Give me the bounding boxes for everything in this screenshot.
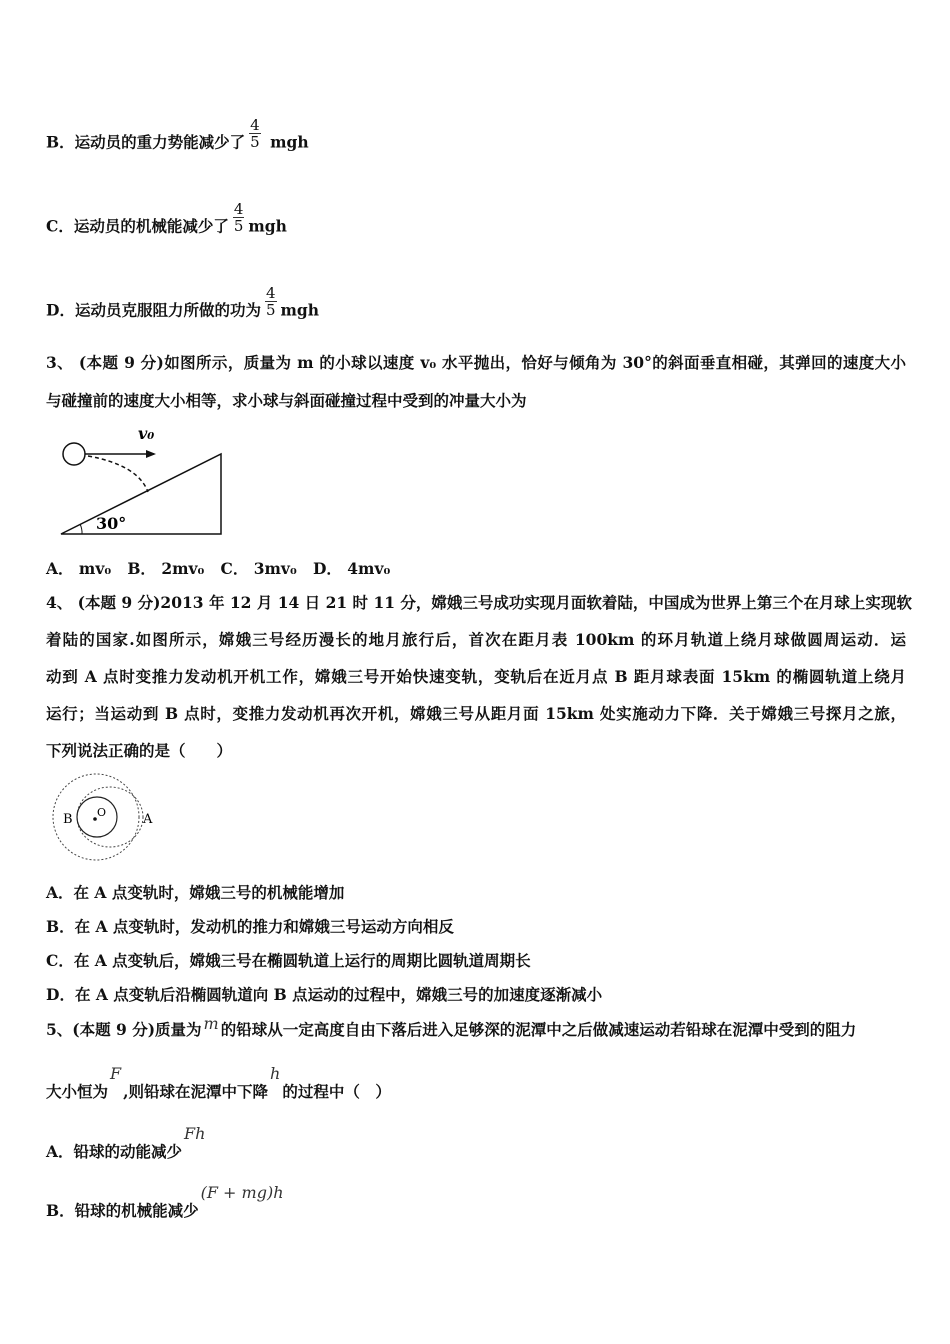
q2-option-b <box>46 116 309 160</box>
q4-line-4: 运行；当运动到 B 点时，变推力发动机再次开机，嫦娥三号从距月面 15km 处实施动力下降．关于嫦娥三号探月之旅， <box>46 704 906 723</box>
q3-line-1: 3、 (本题 9 分)如图所示，质量为 m 的小球以速度 v₀ 水平抛出，恰好与倾角为 30°的斜面垂直相碰，其弹回的速度大小 <box>46 353 906 372</box>
label-o: O <box>97 806 107 819</box>
angle-label: 30° <box>96 514 127 533</box>
ball <box>63 443 85 465</box>
q3-option-b: B． 2mv₀ <box>127 559 205 578</box>
fraction <box>249 117 261 150</box>
label-a: A <box>143 812 153 827</box>
q3-options <box>46 559 390 579</box>
unit: mgh <box>280 300 320 320</box>
label-b: B <box>63 812 73 827</box>
q3-option-d: D． 4mv₀ <box>312 559 391 578</box>
denominator: 5 <box>265 301 276 319</box>
unit: mgh <box>248 216 287 236</box>
unit: mgh <box>270 132 309 152</box>
arrow-head <box>146 450 156 458</box>
q4-line-3: 动到 A 点时变推力发动机开机工作，嫦娥三号开始快速变轨，变轨后在近月点 B 距月球表面 15km 的椭圆轨道上绕月 <box>46 667 906 686</box>
q2-option-c <box>46 200 287 244</box>
incline-figure <box>58 425 228 537</box>
incline <box>61 454 221 534</box>
fraction <box>265 285 277 318</box>
q4-option-d: D．在 A 点变轨后沿椭圆轨道向 B 点运动的过程中，嫦娥三号的加速度逐渐减小 <box>46 985 603 1004</box>
math-expr: (F + mg)h <box>200 1183 284 1202</box>
q5-line-2 <box>46 1064 391 1102</box>
option-text: A．铅球的动能减少 <box>46 1142 183 1161</box>
denominator: 5 <box>233 217 244 235</box>
option-text: 运动员的机械能减少了 <box>73 216 229 236</box>
q5-option-b <box>46 1183 286 1221</box>
text: ,则铅球在泥潭中下降 <box>123 1082 269 1101</box>
q4-option-c: C．在 A 点变轨后，嫦娥三号在椭圆轨道上运行的周期比圆轨道周期长 <box>46 951 531 970</box>
numerator: 4 <box>233 200 244 218</box>
angle-arc <box>80 524 82 534</box>
text: 大小恒为 <box>46 1082 109 1101</box>
q4-line-1: 4、 (本题 9 分)2013 年 12 月 14 日 21 时 11 分，嫦娥三号成功实现月面软着陆，中国成为世界上第三个在月球上实现软 <box>46 593 912 612</box>
denominator: 5 <box>250 133 260 151</box>
orbit-figure <box>50 772 160 864</box>
q4-option-b: B．在 A 点变轨时，发动机的推力和嫦娥三号运动方向相反 <box>46 917 454 936</box>
q3-line-2: 与碰撞前的速度大小相等，求小球与斜面碰撞过程中受到的冲量大小为 <box>46 391 527 410</box>
numerator: 4 <box>250 116 260 134</box>
option-text: 运动员的重力势能减少了 <box>74 132 246 152</box>
text: 的铅球从一定高度自由下落后进入足够深的泥潭中之后做减速运动若铅球在泥潭中受到的阻力 <box>220 1020 857 1039</box>
velocity-label: v₀ <box>138 425 155 443</box>
q4-line-5: 下列说法正确的是（ ） <box>46 741 233 760</box>
math-m: m <box>203 1014 219 1033</box>
q3-option-c: C． 3mv₀ <box>220 559 297 578</box>
option-label: B． <box>46 132 75 152</box>
q4-option-a: A．在 A 点变轨时，嫦娥三号的机械能增加 <box>46 883 345 902</box>
q2-option-d <box>46 284 320 328</box>
q3-option-a: A． mv₀ <box>46 559 112 578</box>
option-text: 运动员克服阻力所做的功为 <box>74 300 261 320</box>
math-h: h <box>270 1064 281 1083</box>
fraction <box>233 201 245 234</box>
math-f: F <box>110 1064 122 1083</box>
text: 的过程中（ ） <box>282 1082 391 1101</box>
option-label: D． <box>46 300 75 320</box>
numerator: 4 <box>265 284 276 302</box>
q5-option-a <box>46 1124 207 1162</box>
q4-line-2: 着陆的国家.如图所示，嫦娥三号经历漫长的地月旅行后，首次在距月表 100km 的环月轨道上绕月球做圆周运动．运 <box>46 630 906 649</box>
option-label: C． <box>46 216 74 236</box>
elliptical-orbit <box>77 787 143 847</box>
math-expr: Fh <box>184 1124 206 1143</box>
option-text: B．铅球的机械能减少 <box>46 1201 199 1220</box>
q5-line-1 <box>46 1014 857 1040</box>
trajectory <box>88 456 148 492</box>
text: 5、(本题 9 分)质量为 <box>46 1020 202 1039</box>
